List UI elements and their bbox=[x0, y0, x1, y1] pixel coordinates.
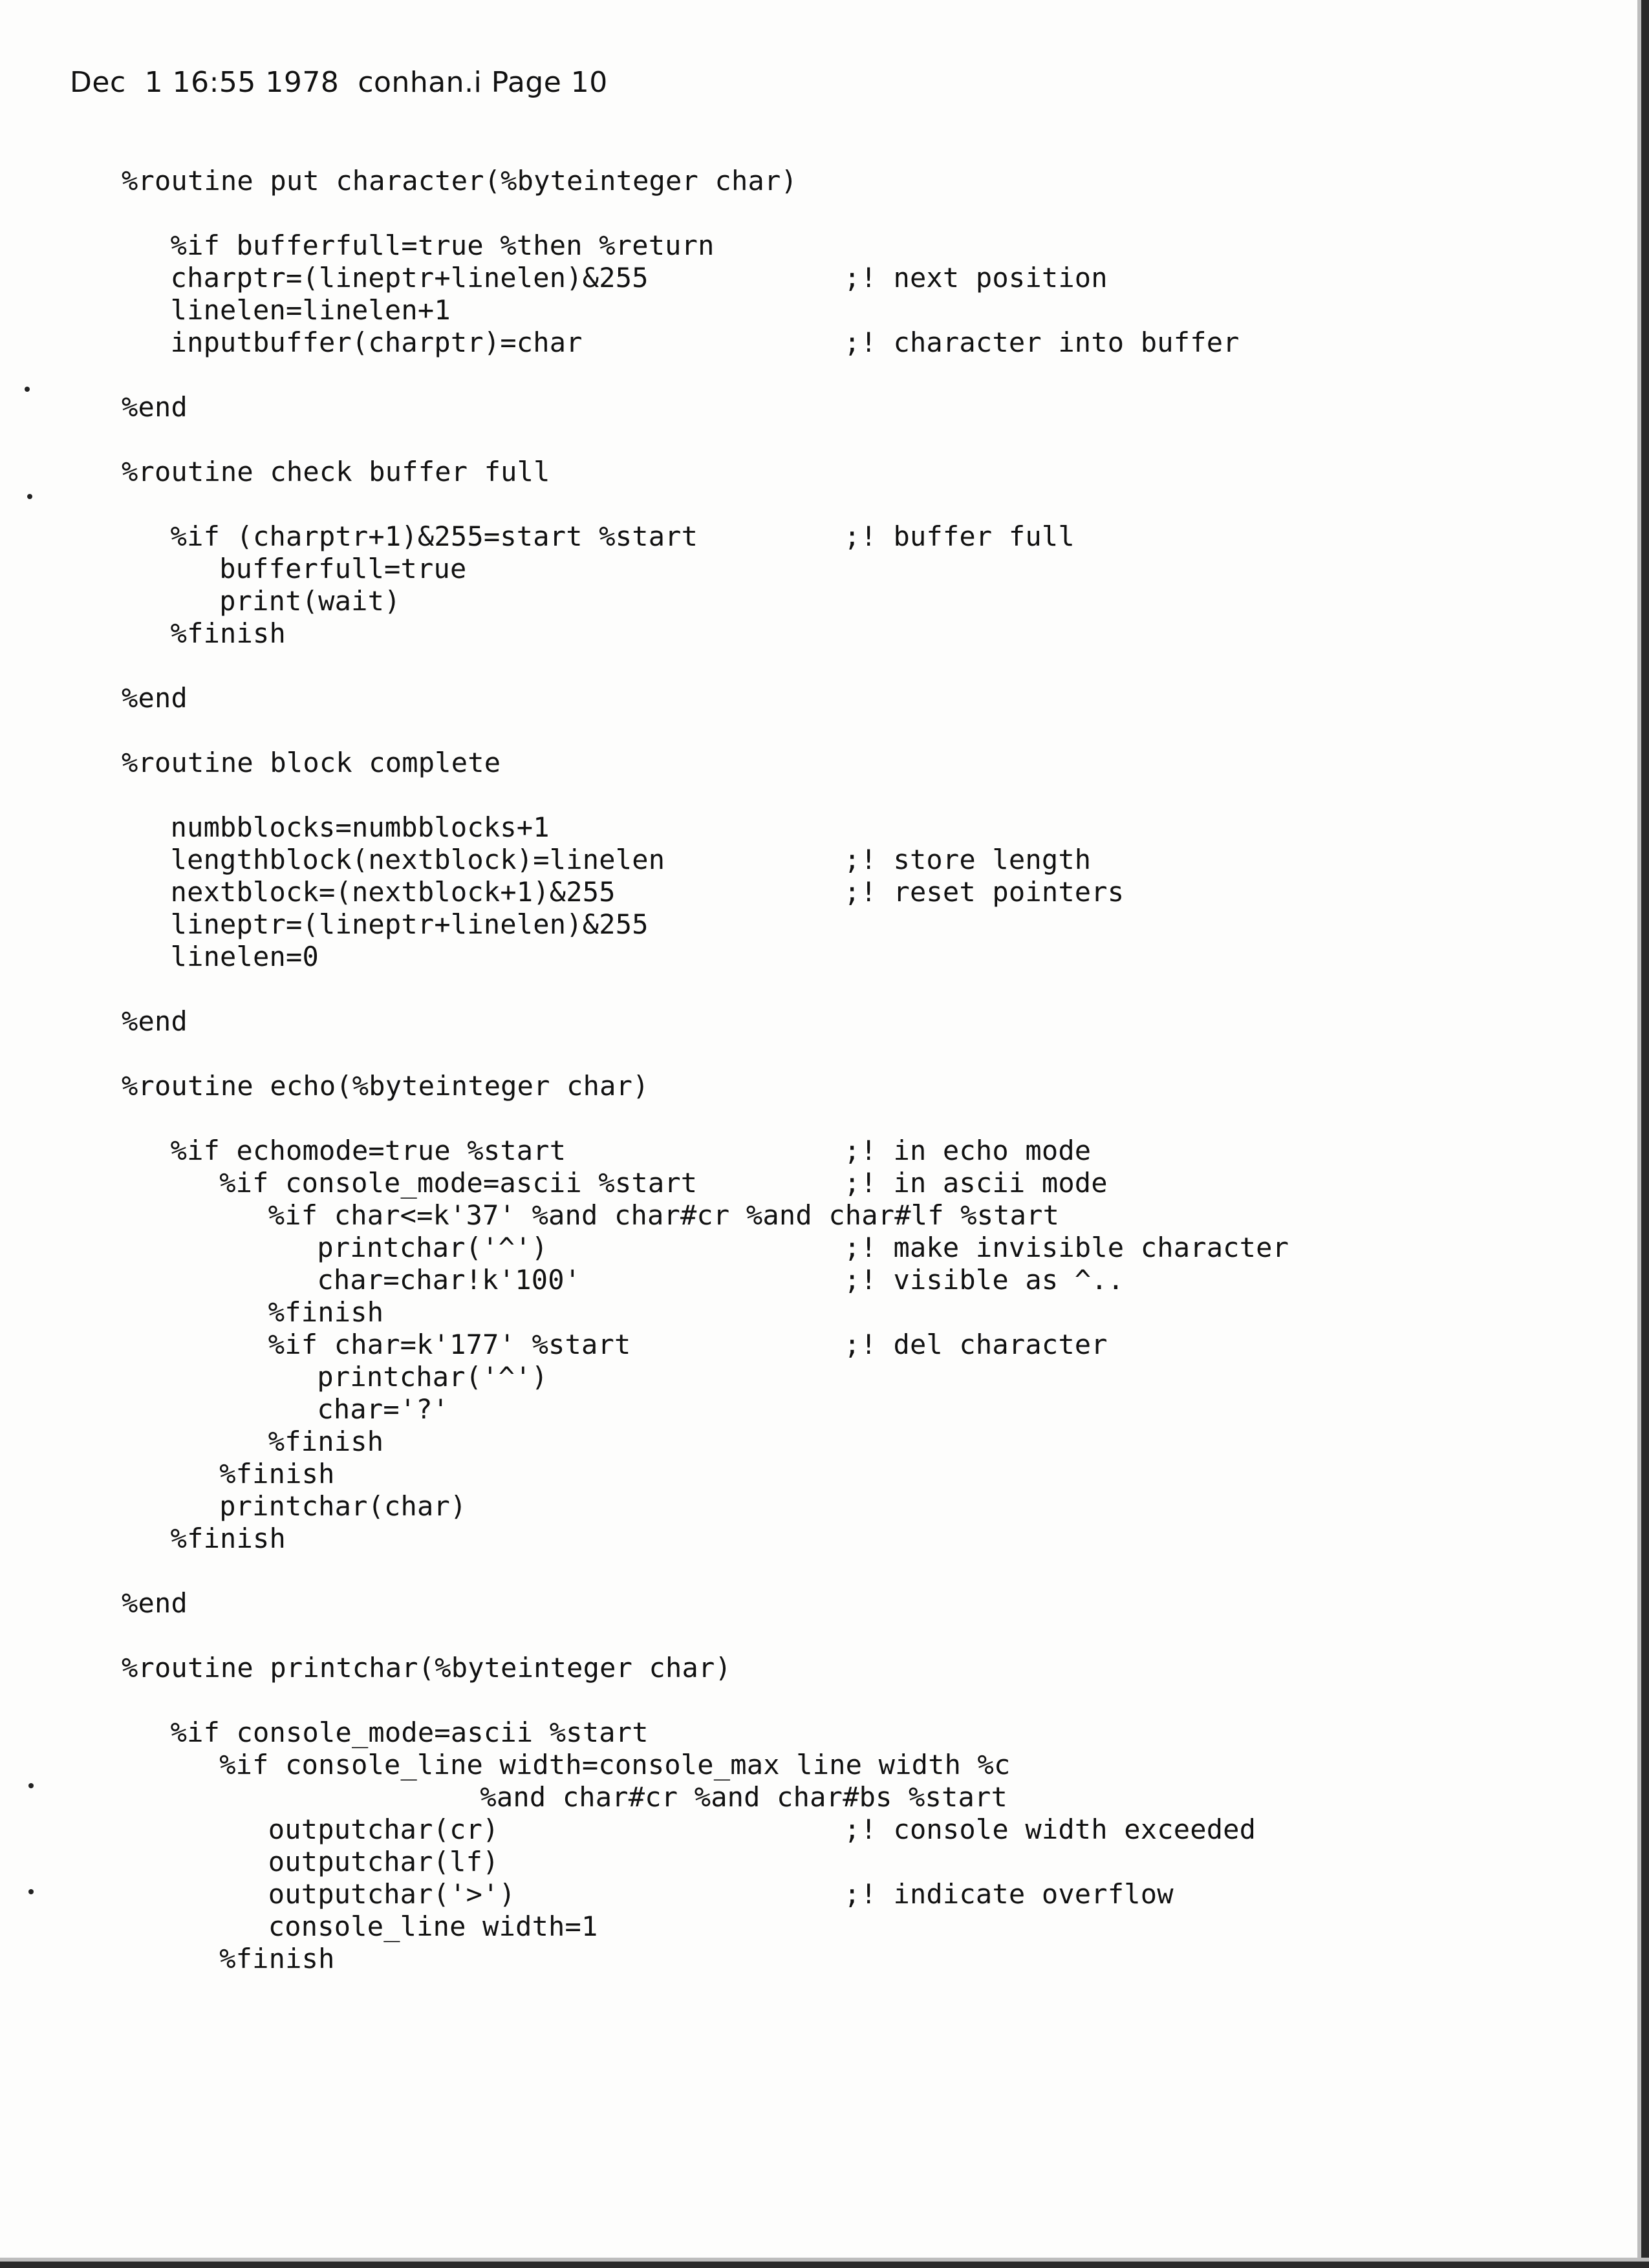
code-line bbox=[0, 1684, 1617, 1717]
code-line bbox=[0, 1620, 1617, 1652]
code-line bbox=[0, 1652, 1617, 1684]
code-statement: outputchar(cr) bbox=[268, 1813, 499, 1845]
code-line bbox=[0, 326, 1617, 359]
code-line bbox=[0, 520, 1617, 553]
code-statement: %finish bbox=[170, 1523, 286, 1554]
code-line bbox=[0, 1005, 1617, 1038]
code-comment: ;! in ascii mode bbox=[844, 1167, 1108, 1199]
page-edge-bottom bbox=[0, 2262, 1649, 2268]
code-line bbox=[0, 811, 1617, 844]
code-statement: %if console_line width=console_max line width %c bbox=[219, 1749, 1011, 1781]
code-statement: lineptr=(lineptr+linelen)&255 bbox=[170, 908, 649, 940]
code-statement: outputchar('>') bbox=[268, 1878, 516, 1910]
code-statement: %routine check buffer full bbox=[122, 456, 550, 487]
code-line bbox=[0, 553, 1617, 585]
code-statement: char=char!k'100' bbox=[317, 1264, 581, 1296]
code-line bbox=[0, 1296, 1617, 1329]
code-line bbox=[0, 1555, 1617, 1587]
code-line bbox=[0, 1458, 1617, 1490]
code-statement: %end bbox=[122, 1005, 188, 1037]
code-statement: %if echomode=true %start bbox=[170, 1135, 566, 1166]
code-comment: ;! visible as ^.. bbox=[844, 1264, 1125, 1296]
code-statement: console_line width=1 bbox=[268, 1910, 598, 1942]
code-comment: ;! character into buffer bbox=[844, 326, 1240, 358]
code-line bbox=[0, 294, 1617, 326]
scan-speck bbox=[28, 1889, 34, 1894]
code-statement: %finish bbox=[219, 1458, 335, 1490]
code-line bbox=[0, 1167, 1617, 1199]
scan-speck bbox=[28, 1783, 34, 1788]
code-statement: %and char#cr %and char#bs %start bbox=[480, 1781, 1008, 1813]
code-line bbox=[0, 488, 1617, 520]
code-comment: ;! make invisible character bbox=[844, 1232, 1289, 1263]
code-statement: printchar(char) bbox=[219, 1490, 467, 1522]
code-line bbox=[0, 1199, 1617, 1232]
code-statement: %finish bbox=[268, 1426, 384, 1457]
code-statement: charptr=(lineptr+linelen)&255 bbox=[170, 262, 649, 294]
code-line bbox=[0, 1813, 1617, 1846]
code-line bbox=[0, 876, 1617, 908]
code-line bbox=[0, 1361, 1617, 1393]
code-statement: %finish bbox=[268, 1296, 384, 1328]
code-statement: %end bbox=[122, 391, 188, 423]
code-line bbox=[0, 650, 1617, 682]
code-line bbox=[0, 1490, 1617, 1523]
code-line bbox=[0, 844, 1617, 876]
code-comment: ;! console width exceeded bbox=[844, 1813, 1256, 1845]
code-statement: %end bbox=[122, 682, 188, 714]
code-statement: printchar('^') bbox=[317, 1232, 548, 1263]
code-comment: ;! buffer full bbox=[844, 520, 1075, 552]
code-line bbox=[0, 1329, 1617, 1361]
code-line bbox=[0, 1846, 1617, 1878]
code-line bbox=[0, 1426, 1617, 1458]
code-line bbox=[0, 1781, 1617, 1813]
code-comment: ;! store length bbox=[844, 844, 1092, 875]
code-statement: %if console_mode=ascii %start bbox=[219, 1167, 698, 1199]
code-statement: lengthblock(nextblock)=linelen bbox=[170, 844, 665, 875]
code-line bbox=[0, 391, 1617, 423]
code-line bbox=[0, 359, 1617, 391]
code-line bbox=[0, 1232, 1617, 1264]
code-line bbox=[0, 1038, 1617, 1070]
code-statement: %if console_mode=ascii %start bbox=[170, 1717, 649, 1748]
code-line bbox=[0, 682, 1617, 714]
code-line bbox=[0, 714, 1617, 747]
code-line bbox=[0, 1910, 1617, 1943]
code-line bbox=[0, 456, 1617, 488]
code-line bbox=[0, 1878, 1617, 1910]
code-statement: print(wait) bbox=[219, 585, 401, 617]
code-statement: inputbuffer(charptr)=char bbox=[170, 326, 583, 358]
code-statement: outputchar(lf) bbox=[268, 1846, 499, 1878]
code-statement: %if bufferfull=true %then %return bbox=[170, 230, 715, 261]
code-statement: %finish bbox=[170, 617, 286, 649]
code-statement: %routine echo(%byteinteger char) bbox=[122, 1070, 649, 1102]
code-statement: %if char=k'177' %start bbox=[268, 1329, 631, 1360]
code-statement: bufferfull=true bbox=[219, 553, 467, 584]
code-line bbox=[0, 423, 1617, 456]
code-line bbox=[0, 1717, 1617, 1749]
code-line bbox=[0, 973, 1617, 1005]
code-line bbox=[0, 1102, 1617, 1135]
code-line bbox=[0, 1587, 1617, 1620]
code-statement: numbblocks=numbblocks+1 bbox=[170, 811, 550, 843]
code-comment: ;! in echo mode bbox=[844, 1135, 1092, 1166]
code-statement: %end bbox=[122, 1587, 188, 1619]
code-statement: char='?' bbox=[317, 1393, 449, 1425]
code-line bbox=[0, 617, 1617, 650]
code-line bbox=[0, 1523, 1617, 1555]
scan-speck bbox=[25, 387, 30, 392]
code-line bbox=[0, 1070, 1617, 1102]
code-line bbox=[0, 779, 1617, 811]
code-line bbox=[0, 1135, 1617, 1167]
scan-speck bbox=[27, 494, 32, 499]
code-statement: %routine put character(%byteinteger char) bbox=[122, 165, 797, 197]
page-edge-right bbox=[1641, 0, 1649, 2268]
code-comment: ;! next position bbox=[844, 262, 1108, 294]
code-statement: printchar('^') bbox=[317, 1361, 548, 1393]
code-comment: ;! reset pointers bbox=[844, 876, 1125, 908]
code-line bbox=[0, 1264, 1617, 1296]
code-line bbox=[0, 262, 1617, 294]
code-comment: ;! indicate overflow bbox=[844, 1878, 1174, 1910]
code-line bbox=[0, 230, 1617, 262]
code-statement: %if char<=k'37' %and char#cr %and char#lf %start bbox=[268, 1199, 1060, 1231]
page-header: Dec 1 16:55 1978 conhan.i Page 10 bbox=[70, 66, 608, 99]
code-statement: linelen=linelen+1 bbox=[170, 294, 451, 326]
code-line bbox=[0, 585, 1617, 617]
code-line bbox=[0, 908, 1617, 941]
code-statement: %routine printchar(%byteinteger char) bbox=[122, 1652, 731, 1684]
code-line bbox=[0, 1749, 1617, 1781]
code-line bbox=[0, 747, 1617, 779]
code-line bbox=[0, 1943, 1617, 1975]
code-line bbox=[0, 165, 1617, 197]
code-statement: %routine block complete bbox=[122, 747, 501, 778]
code-line bbox=[0, 1393, 1617, 1426]
code-line bbox=[0, 941, 1617, 973]
code-comment: ;! del character bbox=[844, 1329, 1108, 1360]
code-statement: %finish bbox=[219, 1943, 335, 1974]
code-statement: %if (charptr+1)&255=start %start bbox=[170, 520, 698, 552]
code-line bbox=[0, 197, 1617, 230]
code-statement: nextblock=(nextblock+1)&255 bbox=[170, 876, 616, 908]
code-statement: linelen=0 bbox=[170, 941, 319, 972]
